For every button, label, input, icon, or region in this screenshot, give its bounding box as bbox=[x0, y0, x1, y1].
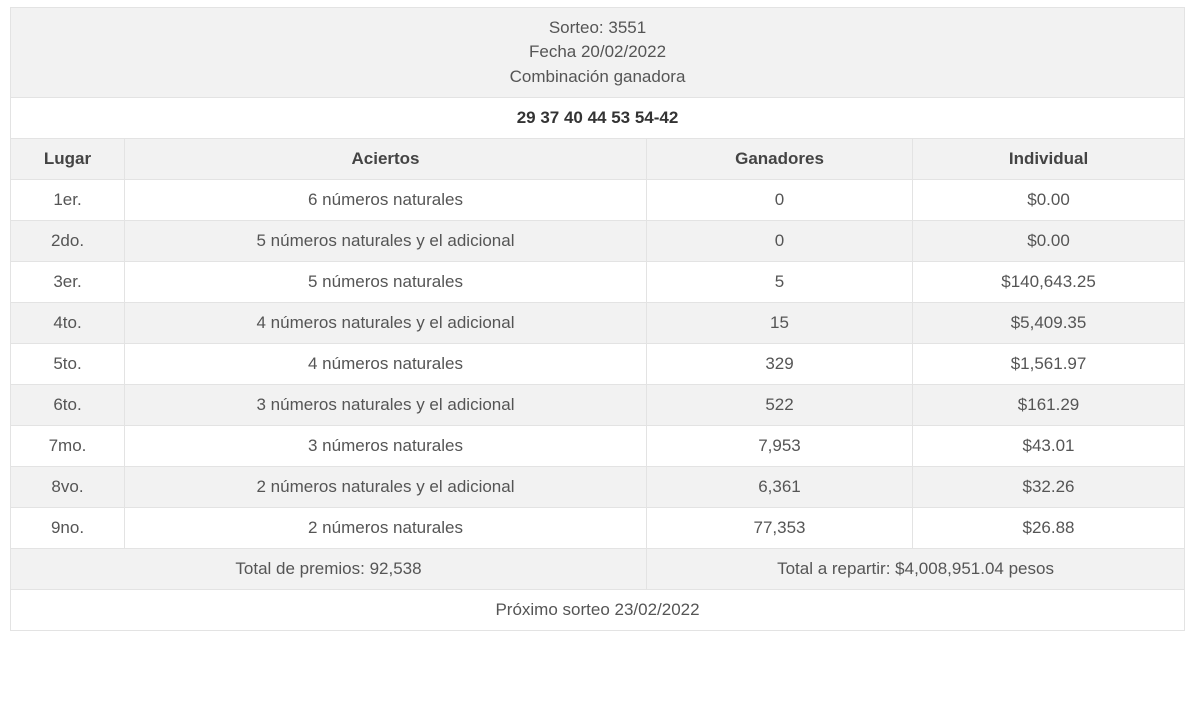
draw-info-row bbox=[11, 8, 1185, 98]
cell-ganadores: 0 bbox=[647, 221, 913, 262]
table-row bbox=[11, 221, 1185, 262]
cell-lugar: 6to. bbox=[11, 385, 125, 426]
results-table bbox=[10, 7, 1185, 631]
cell-aciertos: 5 números naturales y el adicional bbox=[125, 221, 647, 262]
cell-aciertos: 2 números naturales bbox=[125, 508, 647, 549]
cell-aciertos: 5 números naturales bbox=[125, 262, 647, 303]
winning-combination: 29 37 40 44 53 54-42 bbox=[11, 98, 1185, 139]
table-row bbox=[11, 344, 1185, 385]
cell-ganadores: 15 bbox=[647, 303, 913, 344]
cell-ganadores: 0 bbox=[647, 180, 913, 221]
cell-individual: $161.29 bbox=[913, 385, 1185, 426]
winning-combination-row bbox=[11, 98, 1185, 139]
cell-lugar: 3er. bbox=[11, 262, 125, 303]
column-header-individual: Individual bbox=[913, 139, 1185, 180]
cell-ganadores: 5 bbox=[647, 262, 913, 303]
cell-individual: $0.00 bbox=[913, 221, 1185, 262]
total-premios: Total de premios: 92,538 bbox=[11, 549, 647, 590]
table-row bbox=[11, 262, 1185, 303]
column-header-aciertos: Aciertos bbox=[125, 139, 647, 180]
cell-individual: $0.00 bbox=[913, 180, 1185, 221]
cell-lugar: 9no. bbox=[11, 508, 125, 549]
cell-aciertos: 3 números naturales bbox=[125, 426, 647, 467]
column-header-row bbox=[11, 139, 1185, 180]
cell-individual: $5,409.35 bbox=[913, 303, 1185, 344]
cell-lugar: 2do. bbox=[11, 221, 125, 262]
next-draw: Próximo sorteo 23/02/2022 bbox=[11, 590, 1185, 631]
cell-individual: $43.01 bbox=[913, 426, 1185, 467]
column-header-lugar: Lugar bbox=[11, 139, 125, 180]
cell-aciertos: 2 números naturales y el adicional bbox=[125, 467, 647, 508]
cell-individual: $140,643.25 bbox=[913, 262, 1185, 303]
cell-individual: $1,561.97 bbox=[913, 344, 1185, 385]
draw-info-cell bbox=[11, 8, 1185, 98]
cell-ganadores: 7,953 bbox=[647, 426, 913, 467]
column-header-ganadores: Ganadores bbox=[647, 139, 913, 180]
draw-date: Fecha 20/02/2022 bbox=[528, 42, 667, 62]
cell-lugar: 7mo. bbox=[11, 426, 125, 467]
cell-individual: $26.88 bbox=[913, 508, 1185, 549]
cell-lugar: 8vo. bbox=[11, 467, 125, 508]
table-row bbox=[11, 426, 1185, 467]
cell-aciertos: 4 números naturales y el adicional bbox=[125, 303, 647, 344]
cell-lugar: 1er. bbox=[11, 180, 125, 221]
table-row bbox=[11, 467, 1185, 508]
totals-row bbox=[11, 549, 1185, 590]
table-row bbox=[11, 303, 1185, 344]
cell-individual: $32.26 bbox=[913, 467, 1185, 508]
results-table-container bbox=[10, 7, 1184, 631]
cell-aciertos: 4 números naturales bbox=[125, 344, 647, 385]
table-row bbox=[11, 508, 1185, 549]
total-repartir: Total a repartir: $4,008,951.04 pesos bbox=[647, 549, 1185, 590]
cell-aciertos: 6 números naturales bbox=[125, 180, 647, 221]
cell-ganadores: 329 bbox=[647, 344, 913, 385]
cell-lugar: 5to. bbox=[11, 344, 125, 385]
cell-ganadores: 522 bbox=[647, 385, 913, 426]
winning-combination-label: Combinación ganadora bbox=[509, 66, 686, 86]
prize-rows bbox=[11, 180, 1185, 549]
cell-ganadores: 77,353 bbox=[647, 508, 913, 549]
cell-aciertos: 3 números naturales y el adicional bbox=[125, 385, 647, 426]
cell-ganadores: 6,361 bbox=[647, 467, 913, 508]
table-row bbox=[11, 385, 1185, 426]
draw-number: Sorteo: 3551 bbox=[548, 17, 647, 37]
next-draw-row bbox=[11, 590, 1185, 631]
cell-lugar: 4to. bbox=[11, 303, 125, 344]
table-row bbox=[11, 180, 1185, 221]
